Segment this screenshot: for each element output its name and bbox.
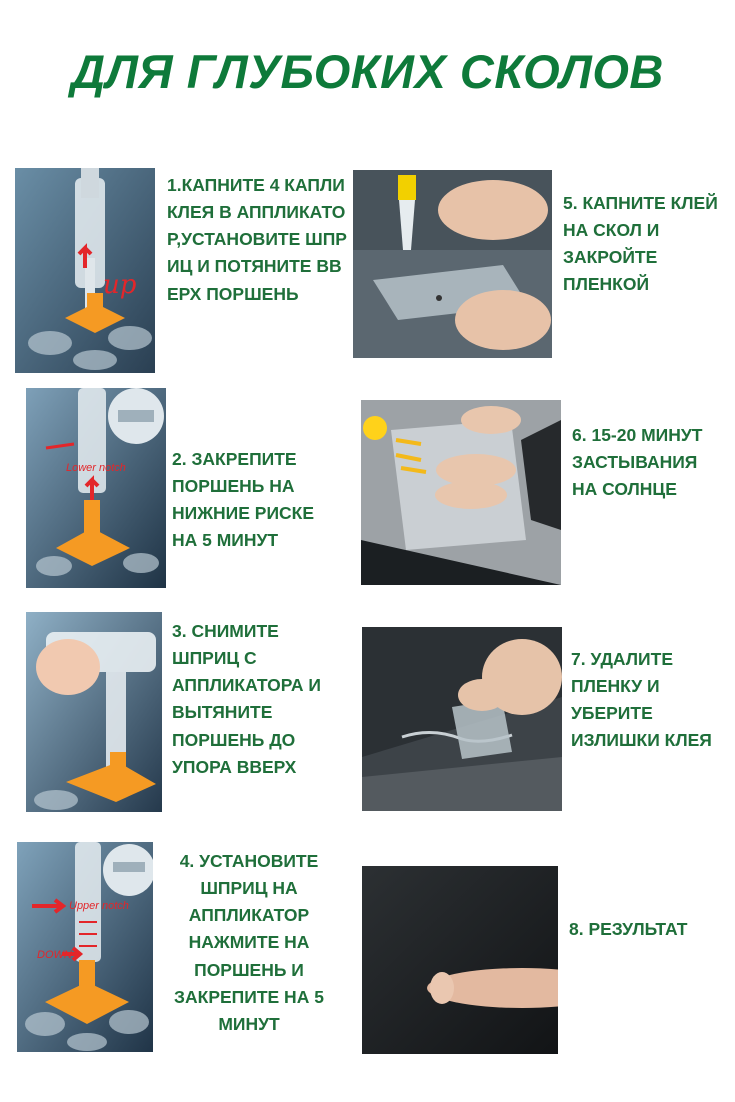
step-5-text: 5. КАПНИТЕ КЛЕЙ НА СКОЛ И ЗАКРОЙТЕ ПЛЕНКОЙ bbox=[563, 193, 718, 295]
step-6-text: 6. 15-20 МИНУТ ЗАСТЫВАНИЯ НА СОЛНЦЕ bbox=[572, 425, 703, 500]
step-3-photo bbox=[26, 612, 162, 812]
step-5-photo bbox=[353, 170, 552, 358]
step-1-photo bbox=[15, 168, 155, 373]
step-2-photo bbox=[26, 388, 166, 588]
page-title: ДЛЯ ГЛУБОКИХ СКОЛОВ bbox=[71, 45, 664, 98]
step-2-text: 2. ЗАКРЕПИТЕ ПОРШЕНЬ НА НИЖНИЕ РИСКЕ НА 5 МИНУТ bbox=[172, 449, 315, 551]
step-8-photo bbox=[362, 866, 558, 1054]
step-4-photo bbox=[17, 842, 153, 1052]
step-6-photo bbox=[361, 400, 561, 585]
down-label: DOWN bbox=[37, 949, 72, 961]
step-4-text: 4. УСТАНОВИТЕ ШПРИЦ НА АППЛИКАТОР НАЖМИТЕ НА ПОРШЕНЬ И ЗАКРЕПИТЕ НА 5 МИНУТ bbox=[174, 851, 324, 1034]
step-7-photo bbox=[362, 627, 562, 811]
lower-notch-label: Lower notch bbox=[66, 462, 126, 474]
step-7-text: 7. УДАЛИТЕ ПЛЕНКУ И УБЕРИТЕ ИЗЛИШКИ КЛЕЯ bbox=[571, 649, 712, 751]
step-1-text: 1.КАПНИТЕ 4 КАПЛИ КЛЕЯ В АППЛИКАТОР,УСТАНОВИТЕ ШПРИЦ И ПОТЯНИТЕ ВВЕРХ ПОРШЕНЬ bbox=[167, 175, 347, 304]
step-8-text: 8. РЕЗУЛЬТАТ bbox=[569, 919, 688, 939]
step-3-text: 3. СНИМИТЕ ШПРИЦ С АППЛИКАТОРА И ВЫТЯНИТЕ ПОРШЕНЬ ДО УПОРА ВВЕРХ bbox=[172, 621, 321, 777]
upper-notch-label: Upper notch bbox=[69, 900, 129, 912]
up-label: up bbox=[103, 270, 137, 300]
